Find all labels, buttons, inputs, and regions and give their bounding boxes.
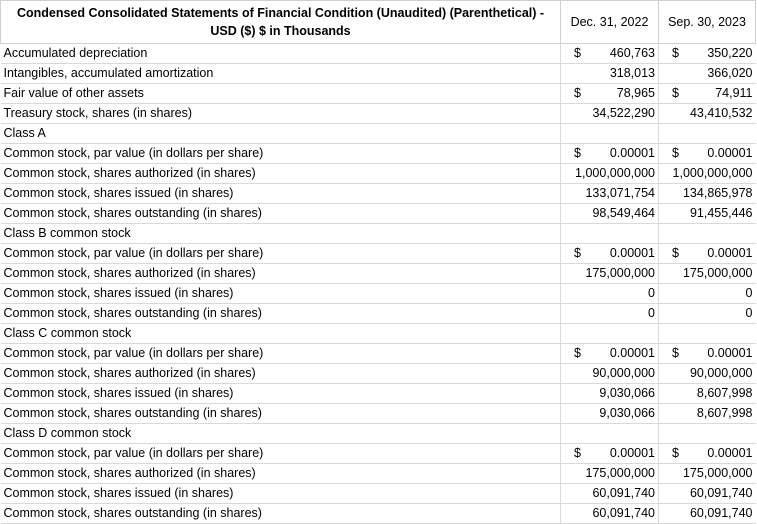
value-sep-2023: 1,000,000,000 <box>659 164 756 184</box>
table-body <box>1 44 756 524</box>
table-row <box>1 224 756 244</box>
value-sep-2023: 8,607,998 <box>659 404 756 424</box>
row-label: Fair value of other assets <box>1 84 561 104</box>
value-dec-2022 <box>561 124 659 144</box>
value-dec-2022: $ 0.00001 <box>561 444 659 464</box>
value-dec-2022: 9,030,066 <box>561 384 659 404</box>
row-label: Common stock, shares authorized (in shares) <box>1 264 561 284</box>
row-label: Common stock, shares outstanding (in shares) <box>1 204 561 224</box>
row-label: Accumulated depreciation <box>1 44 561 64</box>
table-title: Condensed Consolidated Statements of Financial Condition (Unaudited) (Parenthetical) - USD ($) $ in Thousands <box>1 1 561 44</box>
header-row <box>1 1 756 44</box>
row-label: Class D common stock <box>1 424 561 444</box>
value-dec-2022 <box>561 224 659 244</box>
value-dec-2022: 0 <box>561 304 659 324</box>
table-row <box>1 444 756 464</box>
value-dec-2022: 90,000,000 <box>561 364 659 384</box>
table-row <box>1 204 756 224</box>
value-dec-2022: $ 0.00001 <box>561 344 659 364</box>
table-row <box>1 64 756 84</box>
table-header <box>1 1 756 44</box>
row-label: Common stock, shares outstanding (in shares) <box>1 304 561 324</box>
row-label: Common stock, shares outstanding (in shares) <box>1 504 561 524</box>
table-row <box>1 284 756 304</box>
row-label: Common stock, par value (in dollars per share) <box>1 344 561 364</box>
value-dec-2022: 0 <box>561 284 659 304</box>
row-label: Common stock, par value (in dollars per share) <box>1 244 561 264</box>
value-sep-2023: $ 0.00001 <box>659 344 756 364</box>
row-label: Common stock, shares issued (in shares) <box>1 284 561 304</box>
table-row <box>1 364 756 384</box>
value-dec-2022: $ 0.00001 <box>561 144 659 164</box>
value-sep-2023: 366,020 <box>659 64 756 84</box>
column-header-dec-2022: Dec. 31, 2022 <box>561 1 659 44</box>
row-label: Class A <box>1 124 561 144</box>
value-sep-2023 <box>659 424 756 444</box>
table-row <box>1 424 756 444</box>
value-sep-2023: 8,607,998 <box>659 384 756 404</box>
value-sep-2023: 43,410,532 <box>659 104 756 124</box>
table-row <box>1 484 756 504</box>
table-row <box>1 244 756 264</box>
table-row <box>1 344 756 364</box>
row-label: Treasury stock, shares (in shares) <box>1 104 561 124</box>
value-sep-2023: $ 0.00001 <box>659 144 756 164</box>
value-dec-2022: 9,030,066 <box>561 404 659 424</box>
table-row <box>1 324 756 344</box>
row-label: Common stock, shares outstanding (in shares) <box>1 404 561 424</box>
value-dec-2022 <box>561 324 659 344</box>
value-dec-2022 <box>561 424 659 444</box>
table-row <box>1 304 756 324</box>
value-sep-2023: 0 <box>659 304 756 324</box>
value-dec-2022: 34,522,290 <box>561 104 659 124</box>
value-dec-2022: 175,000,000 <box>561 264 659 284</box>
row-label: Intangibles, accumulated amortization <box>1 64 561 84</box>
row-label: Common stock, par value (in dollars per share) <box>1 144 561 164</box>
value-dec-2022: 318,013 <box>561 64 659 84</box>
value-sep-2023: $ 0.00001 <box>659 244 756 264</box>
value-sep-2023 <box>659 324 756 344</box>
value-sep-2023: 175,000,000 <box>659 464 756 484</box>
value-sep-2023 <box>659 124 756 144</box>
value-dec-2022: $ 78,965 <box>561 84 659 104</box>
value-sep-2023: 60,091,740 <box>659 484 756 504</box>
row-label: Common stock, shares issued (in shares) <box>1 184 561 204</box>
value-dec-2022: 1,000,000,000 <box>561 164 659 184</box>
value-sep-2023: 175,000,000 <box>659 264 756 284</box>
value-sep-2023: $ 74,911 <box>659 84 756 104</box>
row-label: Common stock, shares issued (in shares) <box>1 484 561 504</box>
column-header-sep-2023: Sep. 30, 2023 <box>659 1 756 44</box>
row-label: Common stock, shares authorized (in shares) <box>1 364 561 384</box>
table-row <box>1 164 756 184</box>
value-sep-2023: 60,091,740 <box>659 504 756 524</box>
table-row <box>1 144 756 164</box>
table-row <box>1 84 756 104</box>
table-row <box>1 384 756 404</box>
row-label: Common stock, shares authorized (in shares) <box>1 464 561 484</box>
table-row <box>1 124 756 144</box>
value-dec-2022: 60,091,740 <box>561 504 659 524</box>
value-dec-2022: 133,071,754 <box>561 184 659 204</box>
table-row <box>1 104 756 124</box>
value-sep-2023: $ 350,220 <box>659 44 756 64</box>
value-dec-2022: 175,000,000 <box>561 464 659 484</box>
value-sep-2023: 134,865,978 <box>659 184 756 204</box>
table-row <box>1 264 756 284</box>
row-label: Common stock, shares issued (in shares) <box>1 384 561 404</box>
table-row <box>1 44 756 64</box>
value-sep-2023: 0 <box>659 284 756 304</box>
row-label: Class C common stock <box>1 324 561 344</box>
row-label: Class B common stock <box>1 224 561 244</box>
value-dec-2022: 60,091,740 <box>561 484 659 504</box>
table-row <box>1 464 756 484</box>
value-dec-2022: 98,549,464 <box>561 204 659 224</box>
value-dec-2022: $ 460,763 <box>561 44 659 64</box>
table-row <box>1 404 756 424</box>
value-sep-2023: $ 0.00001 <box>659 444 756 464</box>
value-sep-2023: 90,000,000 <box>659 364 756 384</box>
row-label: Common stock, shares authorized (in shares) <box>1 164 561 184</box>
value-sep-2023: 91,455,446 <box>659 204 756 224</box>
value-dec-2022: $ 0.00001 <box>561 244 659 264</box>
row-label: Common stock, par value (in dollars per share) <box>1 444 561 464</box>
value-sep-2023 <box>659 224 756 244</box>
table-row <box>1 184 756 204</box>
